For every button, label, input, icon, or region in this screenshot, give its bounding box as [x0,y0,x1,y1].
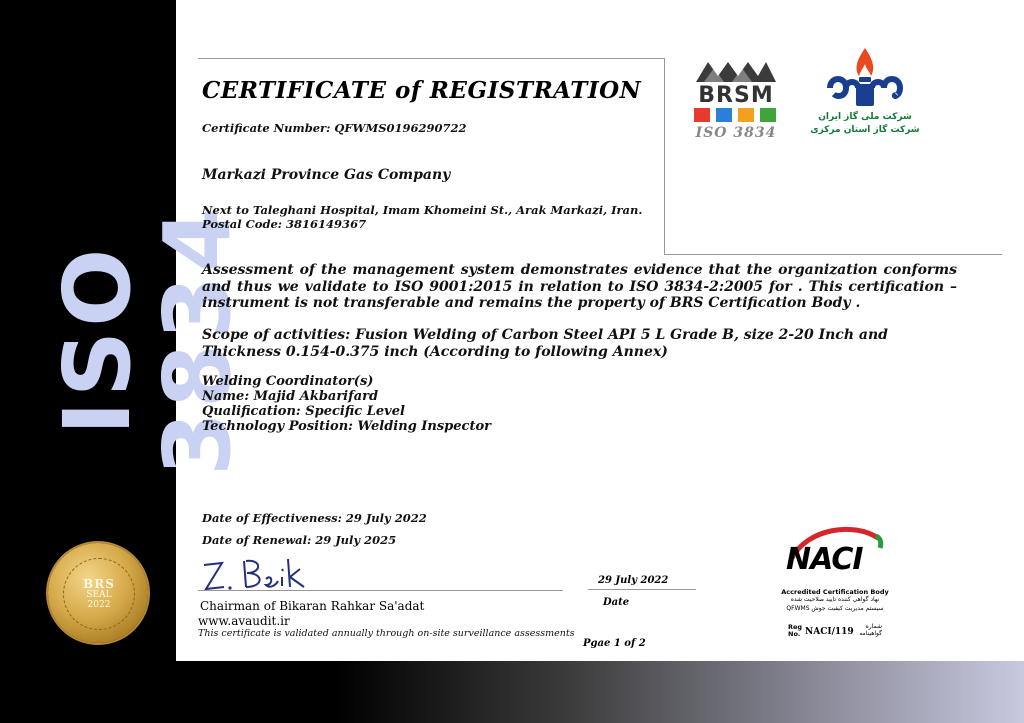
naci-reg-label: Reg No. [788,623,803,638]
website-link[interactable]: www.avaudit.ir [198,614,290,628]
coordinator-position: Technology Position: Welding Inspector [202,419,491,434]
seal-text-year: 2022 [87,599,111,610]
coordinator-qualification: Qualification: Specific Level [202,404,405,419]
validation-note: This certificate is validated annually through on-site surveillance assessments [198,628,575,639]
brsm-logo [694,58,780,148]
postal-code: Postal Code: 3816149367 [202,217,367,231]
brsm-text: BRSM [698,83,774,108]
brsm-square-green [760,108,776,122]
gas-flame-icon [810,46,920,112]
scope-of-activities: Scope of activities: Fusion Welding of Carbon Steel API 5 L Grade B, size 2-20 Inch and Thickness 0.154-0.375 inch (According to following Annex) [202,327,888,360]
gas-company-name-fa: شرکت ملی گاز ایران [818,112,912,122]
frame-divider-top [198,58,665,59]
frame-divider-vertical [664,58,665,254]
brsm-square-orange [738,108,754,122]
brsm-iso-text: ISO 3834 [695,125,777,141]
bottom-gradient-bar [0,661,1024,723]
welding-coordinator-block [202,374,491,434]
company-name: Markazi Province Gas Company [202,167,451,183]
frame-divider-right [664,254,1002,255]
brsm-mountain-icon [694,58,778,84]
certificate-title: CERTIFICATE of REGISTRATION [202,77,642,104]
date-label: Date [603,597,630,608]
gas-company-logo [810,46,920,142]
naci-reg-label-fa: شماره گواهینامه [859,623,882,637]
naci-accredited-text: Accredited Certification Body [781,588,889,596]
naci-text: NACI [786,542,863,577]
brsm-square-red [694,108,710,122]
seal-inner [63,558,135,630]
naci-fa-text-2: QFWMS سیستم مدیریت کیفیت جوش [786,605,884,612]
signature [200,555,330,602]
naci-fa-text-1: نهاد گواهی کننده تایید صلاحیت شده [790,596,880,603]
signed-date: 29 July 2022 [598,575,669,586]
brs-seal [48,543,148,643]
chairman-title: Chairman of Bikaran Rahkar Sa'adat [200,599,425,613]
company-address: Next to Taleghani Hospital, Imam Khomeini St., Arak Markazi, Iran. [202,203,643,217]
date-of-renewal: Date of Renewal: 29 July 2025 [202,533,397,547]
coordinator-name: Name: Majid Akbarifard [202,389,379,404]
naci-logo [780,522,890,647]
naci-reg-number: NACI/119 [805,627,854,637]
iso-standard-label: ISO 3834 [44,203,251,477]
signature-line [198,590,563,591]
welding-coordinator-heading: Welding Coordinator(s) [202,374,374,389]
date-line [588,589,696,590]
gas-province-name-fa: شرکت گاز استان مرکزی [810,125,920,135]
seal-text-brs: BRS [83,576,115,591]
page-indicator: Pgae 1 of 2 [583,638,646,649]
seal-text-seal: SEAL [86,589,112,600]
certificate-number: Certificate Number: QFWMS0196290722 [202,121,467,135]
signature-scribble [200,555,330,595]
assessment-statement: Assessment of the management system demonstrates evidence that the organization conforms and thus we validate to ISO 9001:2015 in relation to ISO 3834-2:2005 for . This certification – instrument is not transferable and remains the property of BRS Certification Body . [202,262,957,311]
brsm-square-blue [716,108,732,122]
date-of-effectiveness: Date of Effectiveness: 29 July 2022 [202,511,427,525]
